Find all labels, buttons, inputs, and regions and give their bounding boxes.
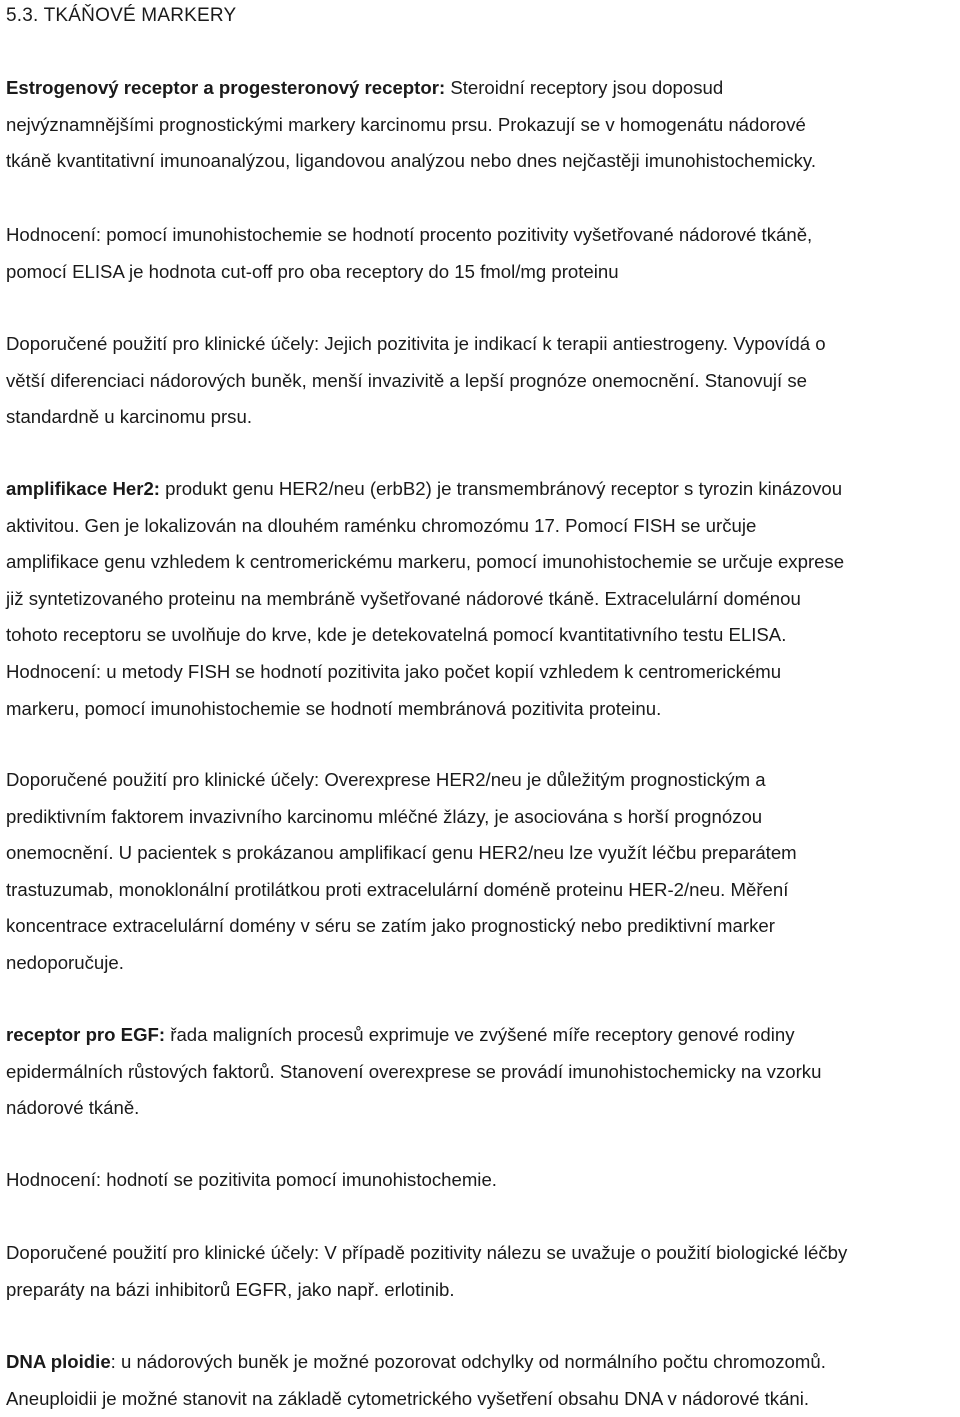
text-line: trastuzumab, monoklonální protilátkou proti extracelulární doméně proteinu HER-2/neu. Měření [6, 878, 789, 900]
text-line: nejvýznamnějšími prognostickými markery karcinomu prsu. Prokazují se v homogenátu nádorové [6, 113, 806, 135]
text-line: Hodnocení: pomocí imunohistochemie se hodnotí procento pozitivity vyšetřované nádorové tkáně, [6, 224, 813, 245]
term-dna-ploidy: DNA ploidie [6, 1351, 111, 1372]
paragraph-egf-receptor [6, 1017, 956, 1127]
paragraph-evaluation-er [6, 217, 956, 290]
text-line: DNA ploidie: u nádorových buněk je možné pozorovat odchylky od normálního počtu chromozomů. [6, 1351, 826, 1372]
text-line: nedoporučuje. [6, 951, 124, 973]
text-line: aktivitou. Gen je lokalizován na dlouhém raménku chromozómu 17. Pomocí FISH se určuje [6, 514, 757, 536]
text-line: větší diferenciaci nádorových buněk, menší invazivitě a lepší prognóze onemocnění. Stanovují se [6, 369, 808, 391]
text-line: Doporučené použití pro klinické účely: Overexprese HER2/neu je důležitým prognostickým a [6, 769, 766, 790]
paragraph-clinical-use-her2 [6, 762, 956, 982]
text-line: koncentrace extracelulární domény v séru se zatím jako prognostický nebo prediktivní marker [6, 915, 775, 937]
text-line: Aneuploidii je možné stanovit na základě cytometrického vyšetření obsahu DNA v nádorové tkáni. [6, 1387, 810, 1409]
section-heading: 5.3. TKÁŇOVÉ MARKERY [6, 5, 237, 26]
text-line: Estrogenový receptor a progesteronový receptor: Steroidní receptory jsou doposud [6, 77, 724, 98]
paragraph-dna-ploidy [6, 1344, 956, 1417]
text-line: prediktivním faktorem invazivního karcinomu mléčné žlázy, je asociována s horší prognózou [6, 805, 763, 827]
text-line: Hodnocení: hodnotí se pozitivita pomocí imunohistochemie. [6, 1169, 497, 1190]
text-line: standardně u karcinomu prsu. [6, 406, 252, 428]
paragraph-estrogen-receptor [6, 70, 956, 180]
text-line: tkáně kvantitativní imunoanalýzou, ligandovou analýzou nebo dnes nejčastěji imunohistochemicky. [6, 150, 816, 172]
term-egf-receptor: receptor pro EGF: [6, 1024, 166, 1045]
text-line: Doporučené použití pro klinické účely: V případě pozitivity nálezu se uvažuje o použití biologické léčby [6, 1242, 848, 1263]
text-line: preparáty na bázi inhibitorů EGFR, jako např. erlotinib. [6, 1278, 455, 1300]
text-line: amplifikace genu vzhledem k centromerickému markeru, pomocí imunohistochemie se určuje exprese [6, 551, 845, 573]
text-line: amplifikace Her2: produkt genu HER2/neu (erbB2) je transmembránový receptor s tyrozin kinázovou [6, 478, 843, 499]
paragraph-clinical-use-egf [6, 1235, 956, 1308]
text-line: již syntetizovaného proteinu na membráně vyšetřované nádorové tkáně. Extracelulární doménou [6, 587, 801, 609]
text-line: epidermálních růstových faktorů. Stanovení overexprese se provádí imunohistochemicky na vzorku [6, 1060, 822, 1082]
paragraph-clinical-use-er [6, 326, 956, 436]
paragraph-her2-amplification [6, 471, 956, 727]
text-line: tohoto receptoru se uvolňuje do krve, kde je detekovatelná pomocí kvantitativního testu ELISA. [6, 624, 787, 646]
text-line: receptor pro EGF: řada maligních procesů exprimuje ve zvýšené míře receptory genové rodiny [6, 1024, 795, 1045]
term-estrogen-receptor: Estrogenový receptor a progesteronový receptor: [6, 77, 446, 98]
text-line: Doporučené použití pro klinické účely: Jejich pozitivita je indikací k terapii antiestrogeny. Vypovídá o [6, 333, 826, 354]
text-line: pomocí ELISA je hodnota cut-off pro oba receptory do 15 fmol/mg proteinu [6, 260, 619, 282]
paragraph-evaluation-egf [6, 1162, 956, 1199]
term-her2: amplifikace Her2: [6, 478, 160, 499]
text-line: Hodnocení: u metody FISH se hodnotí pozitivita jako počet kopií vzhledem k centromerickému [6, 660, 782, 682]
text-line: markeru, pomocí imunohistochemie se hodnotí membránová pozitivita proteinu. [6, 697, 662, 719]
text-line: nádorové tkáně. [6, 1097, 140, 1119]
text-line: onemocnění. U pacientek s prokázanou amplifikací genu HER2/neu lze využít léčbu preparátem [6, 842, 797, 864]
